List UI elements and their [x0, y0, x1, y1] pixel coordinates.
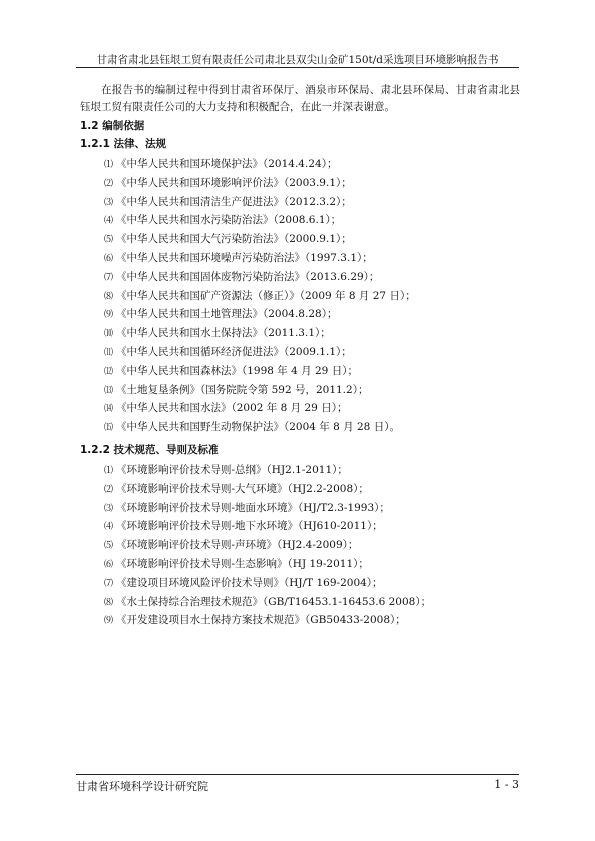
section-heading: 1.2 编制依据 [80, 120, 145, 132]
list-item [80, 230, 520, 249]
list-item-number: ⑾ [104, 347, 114, 358]
document-body [80, 82, 520, 630]
list-item-text: 《土地复垦条例》（国务院院令第 592 号，2011.2）； [116, 383, 369, 396]
list-item-text: 《中华人民共和国清洁生产促进法》（2012.3.2）； [116, 195, 352, 208]
list-item-number: ⑵ [104, 178, 114, 189]
list-item-text: 《中华人民共和国环境噪声污染防治法》（1997.3.1）； [116, 251, 373, 264]
list-item [80, 249, 520, 268]
list-item-number: ⑷ [104, 522, 114, 533]
list-item-text: 《中华人民共和国矿产资源法（修正）》（2009 年 8 月 27 日）； [116, 289, 416, 302]
list-item-text: 《中华人民共和国野生动物保护法》（2004 年 8 月 28 日）。 [116, 421, 400, 434]
list-item-number: ⑻ [104, 291, 114, 302]
list-item-number: ⒀ [104, 385, 114, 396]
list-item [80, 418, 520, 437]
list-item-text: 《环境影响评价技术导则-大气环境》（HJ2.2-2008）； [116, 482, 369, 495]
header-divider [76, 67, 519, 68]
list-item-number: ⑹ [104, 253, 114, 264]
list-item [80, 287, 520, 306]
list-item-number: ⑻ [104, 597, 114, 608]
laws-list [80, 155, 520, 437]
page-header-title: 甘肃省肃北县钰垠工贸有限责任公司肃北县双尖山金矿150t/d采选项目环境影响报告书 [96, 54, 499, 66]
list-item-number: ⑸ [104, 235, 114, 246]
list-item [80, 193, 520, 212]
list-item-text: 《中华人民共和国大气污染防治法》（2000.9.1）； [116, 233, 352, 246]
list-item-text: 《环境影响评价技术导则-声环境》（HJ2.4-2009）； [116, 539, 359, 552]
list-item-text: 《开发建设项目水土保持方案技术规范》（GB50433-2008）； [116, 614, 406, 627]
list-item-text: 《中华人民共和国森林法》（1998 年 4 月 29 日）； [116, 364, 358, 377]
list-item-number: ⑵ [104, 484, 114, 495]
list-item [80, 305, 520, 324]
list-item [80, 174, 520, 193]
list-item-text: 《中华人民共和国水土保持法》（2011.3.1）； [116, 327, 331, 340]
list-item-text: 《建设项目环境风险评价技术导则》（HJ/T 169-2004）； [116, 576, 383, 589]
list-item-text: 《中华人民共和国水污染防治法》（2008.6.1）； [116, 214, 342, 227]
list-item-number: ⑴ [104, 160, 114, 170]
list-item-number: ⑼ [104, 616, 114, 627]
list-item-text: 《环境影响评价技术导则-地面水环境》（HJ/T2.3-1993）； [116, 501, 390, 514]
list-item [80, 555, 520, 574]
list-item-number: ⑺ [104, 578, 114, 589]
list-item [80, 399, 520, 418]
list-item-number: ⑺ [104, 272, 114, 283]
list-item-number: ⑶ [104, 197, 114, 208]
standards-list [80, 461, 520, 630]
list-item-number: ⒂ [104, 423, 114, 434]
list-item [80, 517, 520, 536]
list-item-number: ⑽ [104, 329, 114, 340]
list-item-text: 《环境影响评价技术导则-生态影响》（HJ 19-2011）； [116, 557, 369, 570]
footer-organization: 甘肃省环境科学设计研究院 [76, 780, 208, 793]
list-item [80, 593, 520, 612]
list-item-number: ⑸ [104, 541, 114, 552]
list-item-text: 《中华人民共和国固体废物污染防治法》（2013.6.29）； [116, 270, 380, 283]
list-item [80, 536, 520, 555]
list-item [80, 211, 520, 230]
list-item [80, 499, 520, 518]
list-item-number: ⑼ [104, 310, 114, 321]
subsection-heading-laws: 1.2.1 法律、法规 [80, 138, 167, 150]
list-item-text: 《水土保持综合治理技术规范》（GB/T16453.1-16453.6 2008）； [116, 595, 432, 608]
list-item-text: 《中华人民共和国土地管理法》（2004.8.28）； [116, 308, 338, 321]
list-item [80, 268, 520, 287]
footer-page-number: 1 - 3 [494, 778, 519, 791]
list-item-number: ⑿ [104, 366, 114, 377]
list-item-number: ⑴ [104, 465, 114, 476]
list-item [80, 574, 520, 593]
list-item-number: ⑶ [104, 503, 114, 514]
footer-divider [76, 774, 519, 775]
list-item [80, 381, 520, 400]
list-item-number: ⒁ [104, 404, 114, 415]
list-item-number: ⑹ [104, 559, 114, 570]
list-item [80, 155, 520, 174]
list-item-text: 《中华人民共和国环境保护法》（2014.4.24）； [116, 158, 338, 170]
list-item [80, 343, 520, 362]
list-item [80, 480, 520, 499]
intro-paragraph: 在报告书的编制过程中得到甘肃省环保厅、酒泉市环保局、肃北县环保局、甘肃省肃北县钰垠工贸有限责任公司的大力支持和积极配合，在此一并深表谢意。 [80, 84, 520, 113]
list-item-text: 《环境影响评价技术导则-总纲》（HJ2.1-2011）； [116, 463, 348, 476]
list-item-text: 《中华人民共和国循环经济促进法》（2009.1.1）； [116, 345, 352, 358]
list-item [80, 461, 520, 480]
list-item-text: 《环境影响评价技术导则-地下水环境》（HJ610-2011）； [116, 520, 383, 533]
list-item-text: 《中华人民共和国环境影响评价法》（2003.9.1）； [116, 176, 352, 189]
subsection-heading-standards: 1.2.2 技术规范、导则及标准 [80, 443, 219, 456]
list-item-text: 《中华人民共和国水法》（2002 年 8 月 29 日）； [116, 402, 348, 415]
list-item [80, 611, 520, 630]
list-item [80, 362, 520, 381]
list-item-number: ⑷ [104, 216, 114, 227]
list-item [80, 324, 520, 343]
